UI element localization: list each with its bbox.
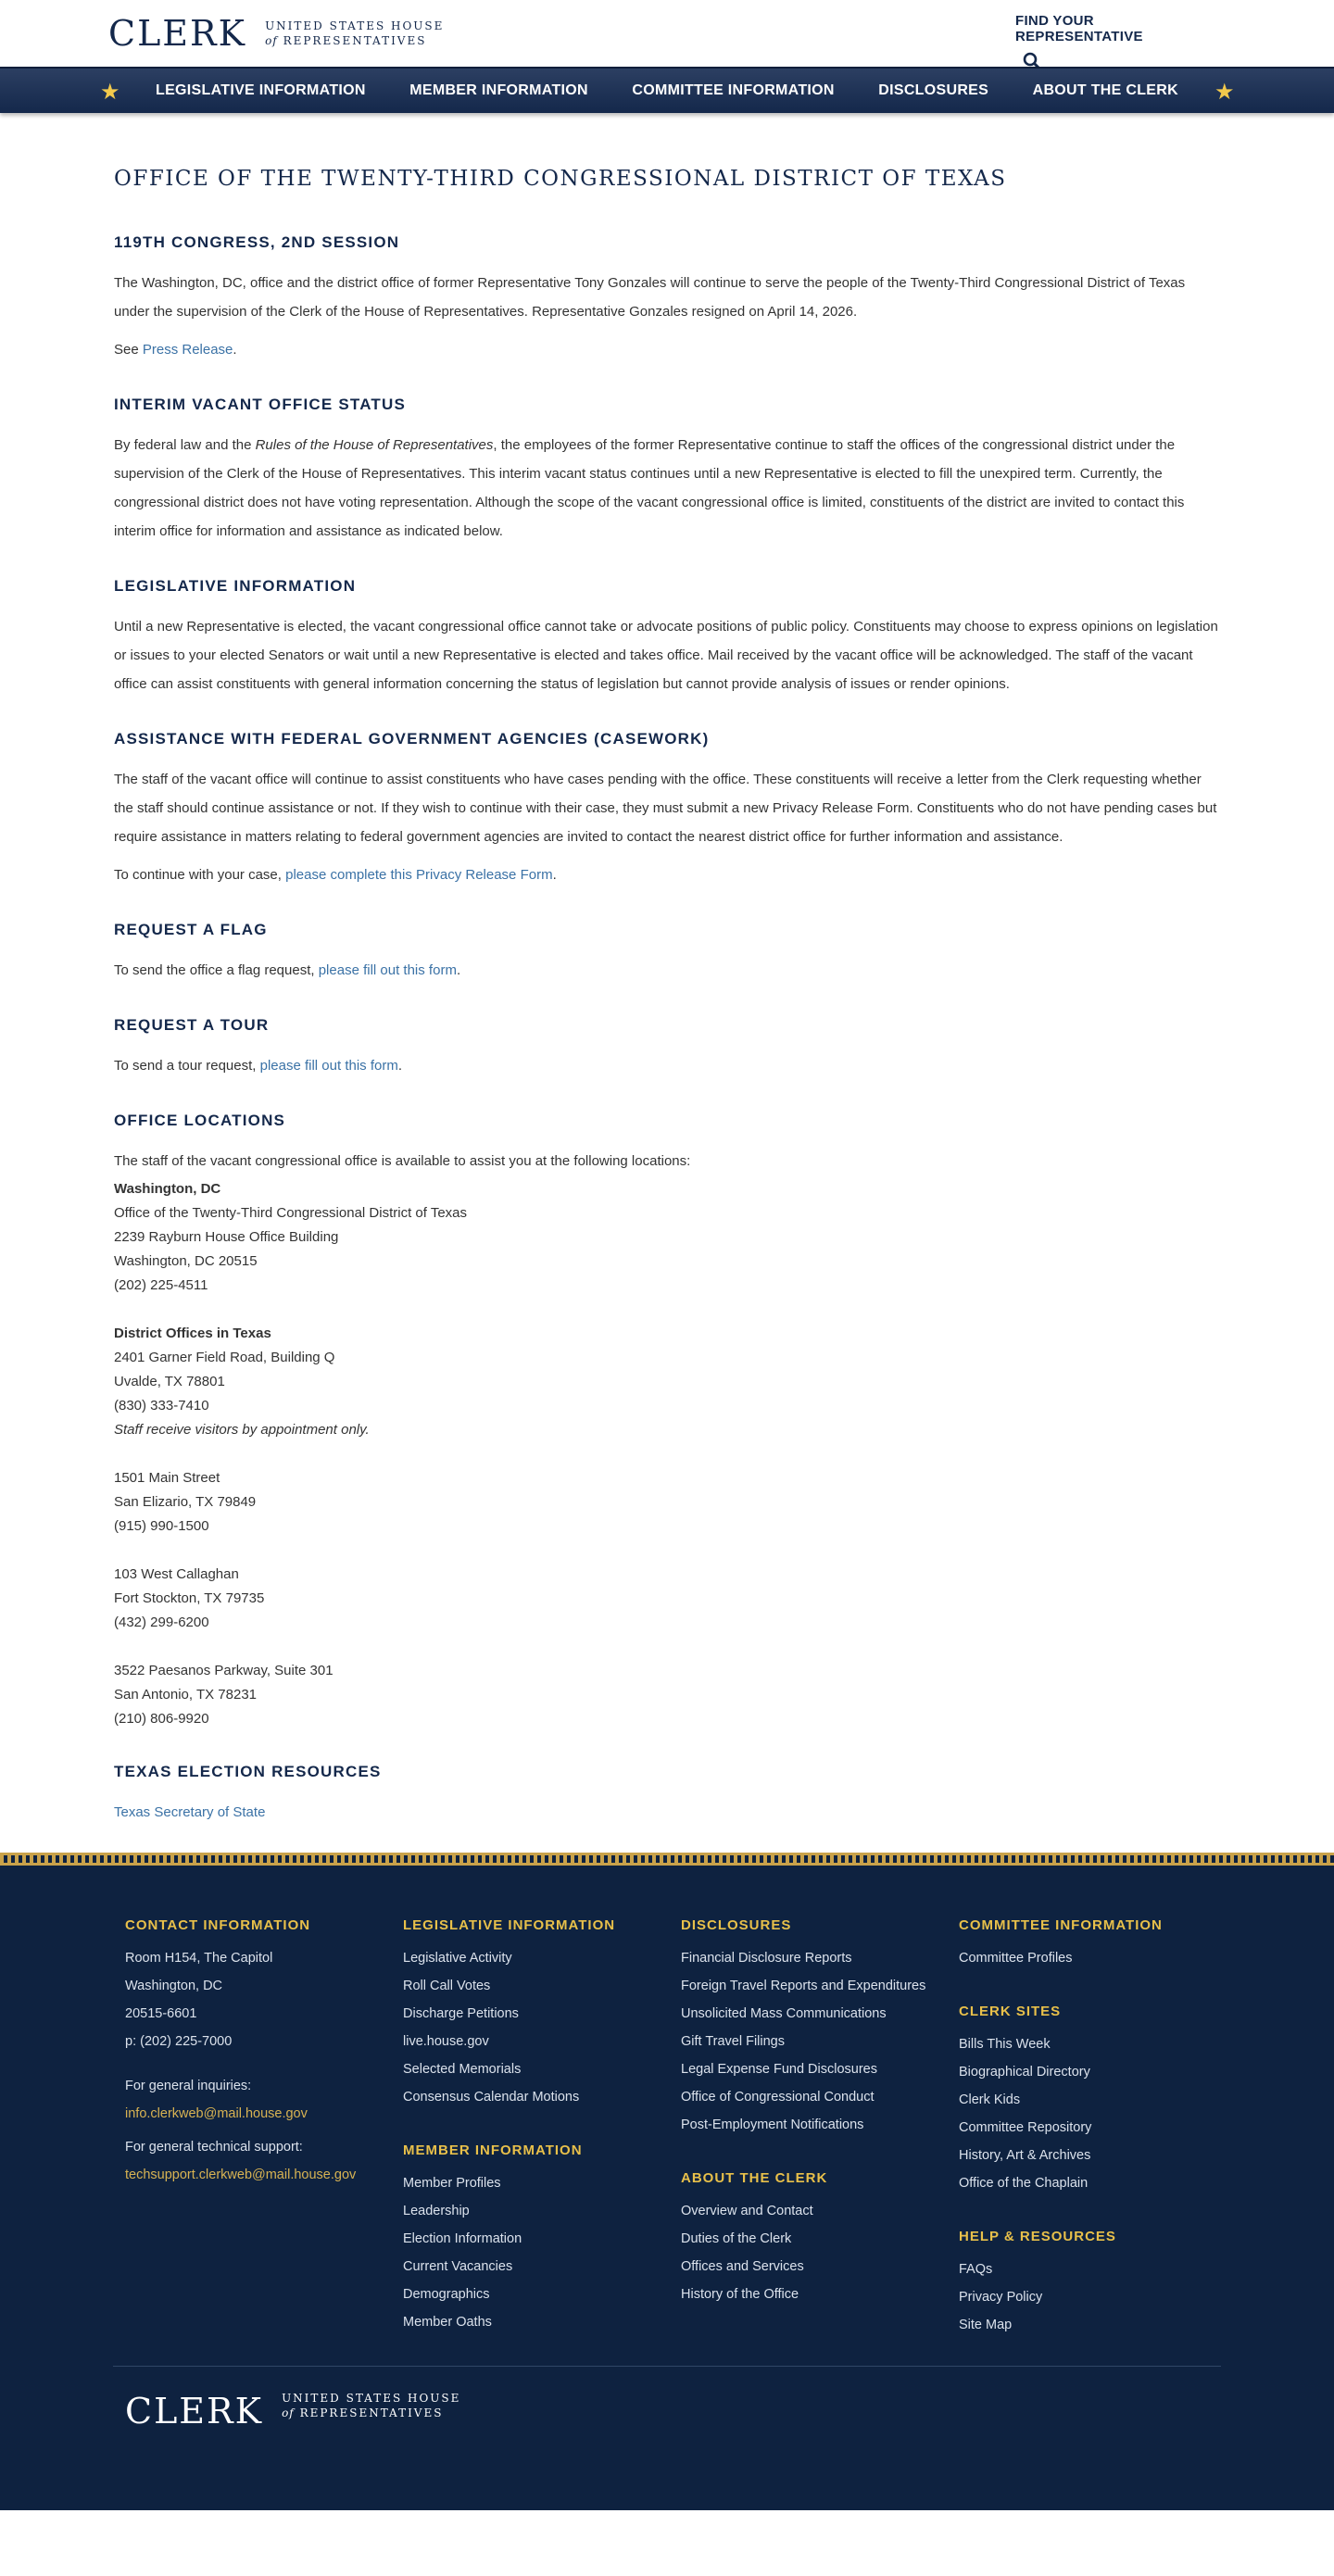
footer-link[interactable]: Current Vacancies — [403, 2259, 513, 2274]
footer-col-committee — [959, 1917, 1237, 2366]
dc-office — [114, 1177, 1221, 1298]
greek-key-border — [0, 1853, 1334, 1866]
find-rep-label: FIND YOUR REPRESENTATIVE — [1015, 13, 1143, 44]
address-line: 3522 Paesanos Parkway, Suite 301 — [114, 1663, 334, 1678]
flag-form-link[interactable]: please fill out this form — [318, 962, 457, 978]
phone-number: (432) 299-6200 — [114, 1615, 209, 1630]
footer-link[interactable]: Financial Disclosure Reports — [681, 1951, 852, 1966]
locations-section — [114, 1112, 1221, 1731]
logo-wordmark: CLERK — [108, 13, 247, 54]
san-elizario-office — [114, 1466, 1221, 1539]
footer-link[interactable]: Office of Congressional Conduct — [681, 2090, 875, 2105]
phone-number: (915) 990-1500 — [114, 1518, 209, 1534]
footer-link-list — [681, 1944, 959, 2139]
address-line: San Antonio, TX 78231 — [114, 1687, 258, 1703]
section-heading: OFFICE LOCATIONS — [114, 1112, 286, 1129]
press-release-line — [114, 335, 1221, 364]
footer-link[interactable]: live.house.gov — [403, 2034, 489, 2049]
footer-link[interactable]: Duties of the Clerk — [681, 2231, 792, 2246]
see-prefix: See — [114, 342, 143, 358]
casework-section — [114, 730, 1221, 889]
congress-section — [114, 233, 1221, 364]
contact-line: 20515-6601 — [125, 2006, 197, 2021]
flag-prefix: To send the office a flag request, — [114, 962, 319, 978]
nav-legislative-information[interactable]: LEGISLATIVE INFORMATION — [156, 82, 366, 98]
footer-link[interactable]: Member Oaths — [403, 2315, 492, 2330]
footer-heading: CONTACT INFORMATION — [125, 1917, 311, 1933]
address-line: Uvalde, TX 78801 — [114, 1374, 225, 1389]
phone-number: (202) 225-4511 — [114, 1277, 208, 1293]
footer-link[interactable]: Member Profiles — [403, 2176, 501, 2191]
texas-secretary-of-state-link[interactable]: Texas Secretary of State — [114, 1804, 266, 1820]
footer-heading: CLERK SITES — [959, 2004, 1062, 2019]
main-nav — [0, 67, 1334, 113]
star-icon: ★ — [1214, 80, 1235, 105]
footer-link[interactable]: Foreign Travel Reports and Expenditures — [681, 1979, 926, 1993]
star-icon: ★ — [100, 80, 120, 105]
office-heading: Washington, DC — [114, 1181, 221, 1197]
logo-sub-of: of — [265, 34, 278, 47]
logo-wordmark: CLERK — [125, 2391, 264, 2431]
nav-member-information[interactable]: MEMBER INFORMATION — [409, 82, 588, 98]
footer-columns — [0, 1866, 1334, 2366]
footer-link[interactable]: Selected Memorials — [403, 2062, 522, 2077]
election-line — [114, 1798, 1221, 1827]
clerk-logo[interactable] — [108, 13, 444, 54]
footer-link-list — [959, 2030, 1237, 2197]
footer-link[interactable]: History, Art & Archives — [959, 2148, 1091, 2163]
footer-link[interactable]: Roll Call Votes — [403, 1979, 491, 1993]
footer-link[interactable]: Biographical Directory — [959, 2065, 1090, 2080]
logo-sub-line2: REPRESENTATIVES — [283, 34, 427, 47]
logo-sub-line2: REPRESENTATIVES — [299, 2406, 444, 2419]
san-antonio-office — [114, 1659, 1221, 1731]
interim-rest: , the employees of the former Representative continue to staff the offices of the congressional district under the supervision of the Clerk of the House of Representatives. This interim vacant status continues until a new Representative is elected to fill the unexpired term. Currently, the congressional district does not have voting representation. Although the scope of the vacant congressional office is limited, constituents of the district are invited to contact this interim office for information and assistance as indicated below. — [114, 437, 1185, 539]
tour-line — [114, 1051, 1221, 1080]
address-line: Office of the Twenty-Third Congressional District of Texas — [114, 1205, 467, 1221]
logo-subtitle — [256, 19, 444, 48]
continue-prefix: To continue with your case, — [114, 867, 286, 883]
address-line: 1501 Main Street — [114, 1470, 220, 1486]
nav-disclosures[interactable]: DISCLOSURES — [878, 82, 989, 98]
address-line: Washington, DC 20515 — [114, 1253, 258, 1269]
footer-link[interactable]: Offices and Services — [681, 2259, 804, 2274]
address-line: 2401 Garner Field Road, Building Q — [114, 1350, 335, 1365]
footer-link[interactable]: Bills This Week — [959, 2037, 1051, 2052]
footer-link[interactable]: Clerk Kids — [959, 2092, 1021, 2107]
contact-phone: p: (202) 225-7000 — [125, 2034, 233, 2049]
contact-line: Washington, DC — [125, 1979, 223, 1993]
appointment-note: Staff receive visitors by appointment only. — [114, 1422, 370, 1438]
section-heading: INTERIM VACANT OFFICE STATUS — [114, 396, 407, 413]
footer-link[interactable]: Unsolicited Mass Communications — [681, 2006, 887, 2021]
flag-suffix: . — [456, 962, 461, 978]
footer-link-list — [959, 2256, 1237, 2339]
continue-suffix: . — [552, 867, 557, 883]
spacer — [125, 2055, 403, 2072]
address-line: 103 West Callaghan — [114, 1566, 239, 1582]
footer-heading: MEMBER INFORMATION — [403, 2142, 583, 2158]
tech-email-link[interactable]: techsupport.clerkweb@mail.house.gov — [125, 2168, 357, 2182]
nav-items — [135, 69, 1199, 113]
footer-heading: COMMITTEE INFORMATION — [959, 1917, 1163, 1933]
footer-link-list — [959, 1944, 1237, 1972]
flag-section — [114, 921, 1221, 985]
tour-form-link[interactable]: please fill out this form — [259, 1058, 398, 1074]
footer-link[interactable]: History of the Office — [681, 2287, 799, 2302]
see-suffix: . — [233, 342, 237, 358]
casework-paragraph: The staff of the vacant office will continue to assist constituents who have cases pending with the office. These constituents will receive a letter from the Clerk requesting whether the staff should continue assistance or not. If they wish to continue with their case, they must submit a new Privacy Release Form. Constituents who do not have pending cases but require assistance in matters relating to federal government agencies are invited to contact the nearest district office for further information and assistance. — [114, 772, 1217, 845]
section-heading: LEGISLATIVE INFORMATION — [114, 577, 357, 595]
logo-sub-line1: UNITED STATES HOUSE — [265, 19, 445, 32]
contact-line: Room H154, The Capitol — [125, 1951, 273, 1966]
footer-heading: ABOUT THE CLERK — [681, 2170, 828, 2186]
fort-stockton-office — [114, 1563, 1221, 1635]
section-heading: TEXAS ELECTION RESOURCES — [114, 1763, 382, 1780]
footer-link[interactable]: Leadership — [403, 2204, 470, 2218]
address-line: Fort Stockton, TX 79735 — [114, 1590, 265, 1606]
uvalde-office — [114, 1322, 1221, 1442]
footer-link[interactable]: Legislative Activity — [403, 1951, 512, 1966]
interim-paragraph — [114, 431, 1221, 546]
footer-link[interactable]: Election Information — [403, 2231, 522, 2246]
site-header — [0, 0, 1334, 67]
logo-sub-of: of — [282, 2406, 295, 2419]
footer-link-list — [681, 2197, 959, 2308]
locations-intro: The staff of the vacant congressional office is available to assist you at the following locations: — [114, 1153, 691, 1169]
phone-number: (210) 806-9920 — [114, 1711, 209, 1727]
find-representative — [1015, 13, 1219, 72]
flag-line — [114, 956, 1221, 985]
tour-prefix: To send a tour request, — [114, 1058, 260, 1074]
footer-link[interactable]: FAQs — [959, 2262, 993, 2277]
nav-committee-information[interactable]: COMMITTEE INFORMATION — [632, 82, 835, 98]
logo-subtitle — [272, 2391, 460, 2420]
footer-link-list — [403, 2169, 681, 2336]
footer-link[interactable]: Committee Profiles — [959, 1951, 1073, 1966]
legislative-paragraph: Until a new Representative is elected, the vacant congressional office cannot take or advocate positions of public policy. Constituents may choose to express opinions on legislation or issues to your elected Senators or wait until a new Representative is elected and takes office. Mail received by the vacant office will be acknowledged. The staff of the vacant office can assist constituents with general information concerning the status of legislation but cannot provide analysis of issues or render opinions. — [114, 619, 1218, 692]
section-heading: 119TH CONGRESS, 2ND SESSION — [114, 233, 400, 251]
legislative-section — [114, 577, 1221, 698]
press-release-link[interactable]: Press Release — [142, 342, 233, 358]
section-heading: REQUEST A FLAG — [114, 921, 268, 938]
address-line: San Elizario, TX 79849 — [114, 1494, 257, 1510]
page-title: OFFICE OF THE TWENTY-THIRD CONGRESSIONAL DISTRICT OF TEXAS — [114, 167, 1007, 191]
privacy-release-form-link[interactable]: please complete this Privacy Release Form — [285, 867, 553, 883]
footer-link[interactable]: Post-Employment Notifications — [681, 2117, 864, 2132]
congress-paragraph: The Washington, DC, office and the district office of former Representative Tony Gonzales will continue to serve the people of the Twenty-Third Congressional District of Texas under the supervision of the Clerk of the House of Representatives. Representative Gonzales resigned on April 14, 2026. — [114, 275, 1186, 320]
rules-title: Rules of the House of Representatives — [255, 437, 494, 453]
footer-heading: DISCLOSURES — [681, 1917, 792, 1933]
tour-section — [114, 1016, 1221, 1080]
casework-continue-line — [114, 861, 1221, 889]
tech-support-label: For general technical support: — [125, 2140, 303, 2155]
footer-link[interactable]: Site Map — [959, 2318, 1013, 2332]
nav-about-the-clerk[interactable]: ABOUT THE CLERK — [1032, 82, 1178, 98]
section-heading: REQUEST A TOUR — [114, 1016, 270, 1034]
general-email-link[interactable]: info.clerkweb@mail.house.gov — [125, 2106, 308, 2121]
footer-col-disclosures — [681, 1917, 959, 2366]
address-line: 2239 Rayburn House Office Building — [114, 1229, 339, 1245]
footer-link[interactable]: Office of the Chaplain — [959, 2176, 1089, 2191]
footer-link[interactable]: Overview and Contact — [681, 2204, 813, 2218]
footer-col-contact — [125, 1917, 403, 2366]
interim-prefix: By federal law and the — [114, 437, 256, 453]
footer-link[interactable]: Privacy Policy — [959, 2290, 1043, 2305]
footer-link[interactable]: Gift Travel Filings — [681, 2034, 785, 2049]
footer-logo[interactable] — [0, 2367, 1334, 2510]
election-section — [114, 1763, 1221, 1827]
main-content — [0, 113, 1334, 1827]
footer-link[interactable]: Committee Repository — [959, 2120, 1092, 2135]
office-heading: District Offices in Texas — [114, 1326, 271, 1341]
tour-suffix: . — [397, 1058, 403, 1074]
site-footer — [0, 1853, 1334, 2510]
general-inquiries-label: For general inquiries: — [125, 2079, 252, 2093]
logo-sub-line1: UNITED STATES HOUSE — [282, 2392, 461, 2405]
footer-link[interactable]: Discharge Petitions — [403, 2006, 519, 2021]
section-heading: ASSISTANCE WITH FEDERAL GOVERNMENT AGENCIES (CASEWORK) — [114, 730, 710, 748]
phone-number: (830) 333-7410 — [114, 1398, 209, 1414]
footer-heading: HELP & RESOURCES — [959, 2229, 1116, 2244]
footer-col-legislative — [403, 1917, 681, 2366]
footer-link[interactable]: Demographics — [403, 2287, 490, 2302]
footer-heading: LEGISLATIVE INFORMATION — [403, 1917, 616, 1933]
footer-link-list — [403, 1944, 681, 2111]
footer-link[interactable]: Consensus Calendar Motions — [403, 2090, 580, 2105]
interim-section — [114, 396, 1221, 546]
footer-link[interactable]: Legal Expense Fund Disclosures — [681, 2062, 877, 2077]
